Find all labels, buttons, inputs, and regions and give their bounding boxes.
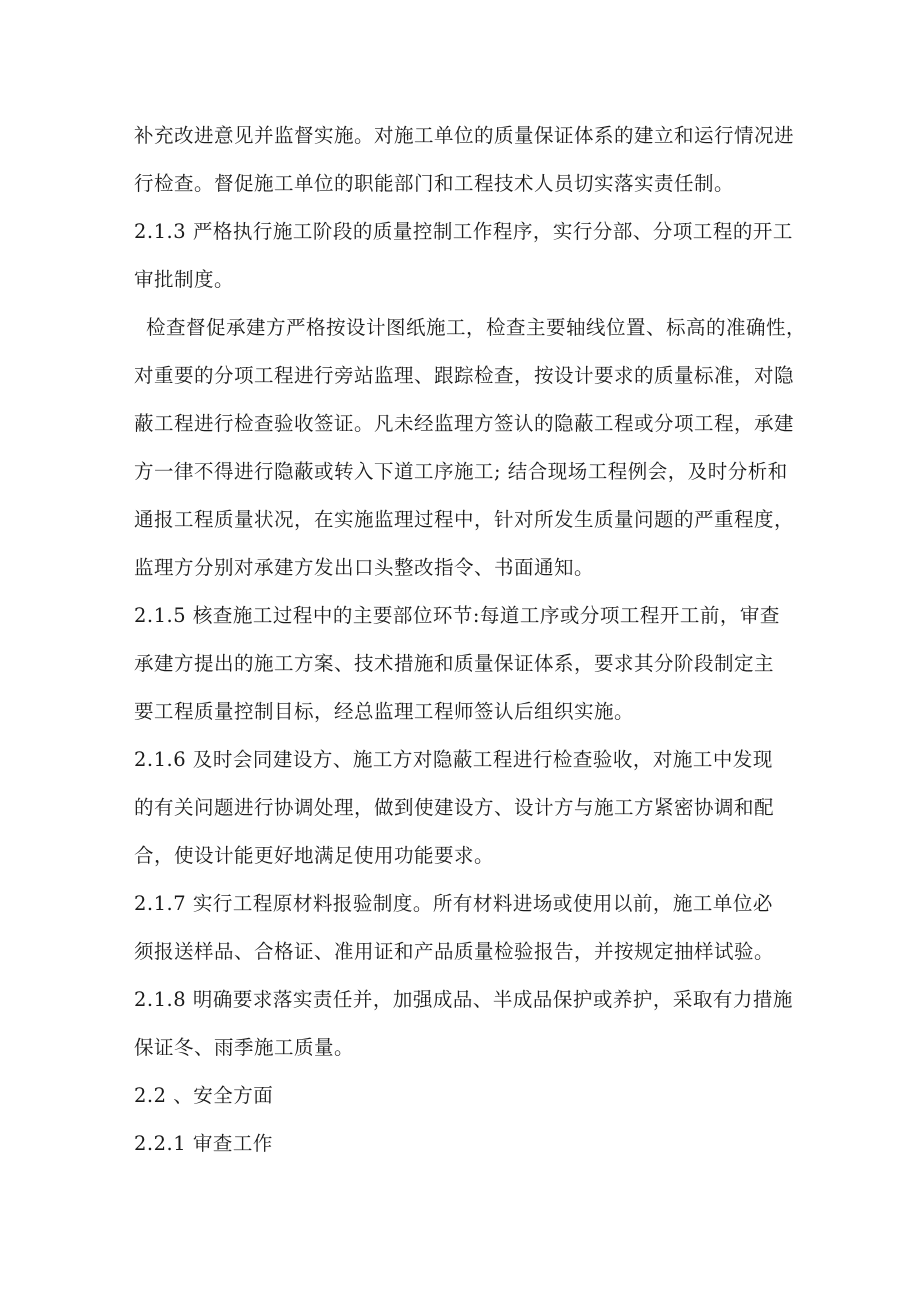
section-heading-2-1-8: 2.1.8 明确要求落实责任并，加强成品、半成品保护或养护，采取有力措施 xyxy=(134,988,793,1011)
text-line: 承建方提出的施工方案、技术措施和质量保证体系，要求其分阶段制定主 xyxy=(134,652,775,675)
section-heading-2-1-6: 2.1.6 及时会同建设方、施工方对隐蔽工程进行检查验收，对施工中发现 xyxy=(134,748,773,771)
section-heading-2-2-1: 2.2.1 审查工作 xyxy=(134,1132,273,1155)
text-line: 对重要的分项工程进行旁站监理、跟踪检查，按设计要求的质量标准，对隐 xyxy=(134,364,795,387)
paragraph-start: 检查督促承建方严格按设计图纸施工，检查主要轴线位置、标高的准确性， xyxy=(146,316,807,339)
section-heading-2-1-7: 2.1.7 实行工程原材料报验制度。所有材料进场或使用以前，施工单位必 xyxy=(134,892,773,915)
text-line: 监理方分别对承建方发出口头整改指令、书面通知。 xyxy=(134,556,595,579)
text-line: 蔽工程进行检查验收签证。凡未经监理方签认的隐蔽工程或分项工程，承建 xyxy=(134,412,795,435)
text-line: 的有关问题进行协调处理，做到使建设方、设计方与施工方紧密协调和配 xyxy=(134,796,775,819)
text-line: 要工程质量控制目标，经总监理工程师签认后组织实施。 xyxy=(134,700,635,723)
text-line: 合，使设计能更好地满足使用功能要求。 xyxy=(134,844,495,867)
text-line: 补充改进意见并监督实施。对施工单位的质量保证体系的建立和运行情况进 xyxy=(134,124,795,147)
text-line: 审批制度。 xyxy=(134,268,235,291)
section-heading-2-2: 2.2 、安全方面 xyxy=(134,1084,274,1107)
document-body xyxy=(134,112,814,1168)
text-line: 方一律不得进行隐蔽或转入下道工序施工; 结合现场工程例会，及时分析和 xyxy=(134,460,788,483)
text-line: 须报送样品、合格证、准用证和产品质量检验报告，并按规定抽样试验。 xyxy=(134,940,775,963)
text-line: 通报工程质量状况，在实施监理过程中，针对所发生质量问题的严重程度， xyxy=(134,508,795,531)
text-line: 行检查。督促施工单位的职能部门和工程技术人员切实落实责任制。 xyxy=(134,172,735,195)
text-line: 保证冬、雨季施工质量。 xyxy=(134,1036,355,1059)
section-heading-2-1-3: 2.1.3 严格执行施工阶段的质量控制工作程序，实行分部、分项工程的开工 xyxy=(134,220,793,243)
section-heading-2-1-5: 2.1.5 核查施工过程中的主要部位环节:每道工序或分项工程开工前，审查 xyxy=(134,604,780,627)
